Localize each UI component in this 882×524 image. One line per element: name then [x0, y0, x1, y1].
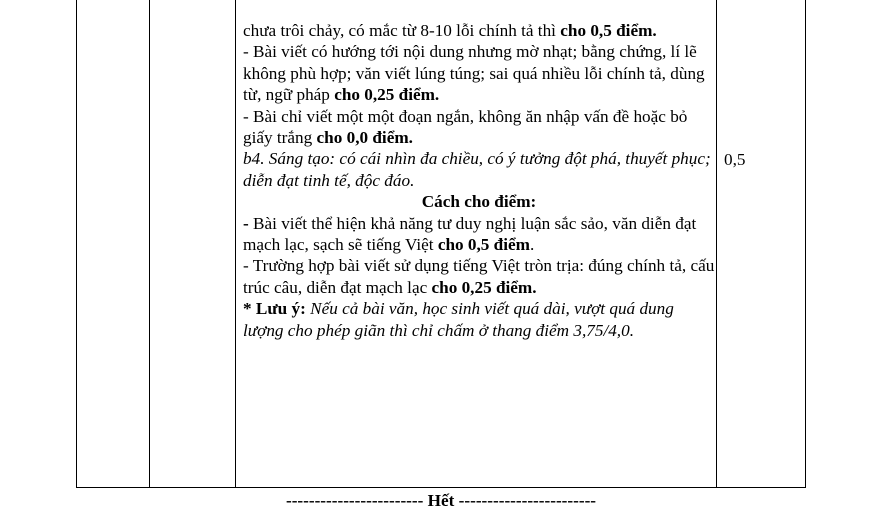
scoring-heading: Cách cho điểm:: [421, 192, 537, 212]
criteria-paragraph: - Bài chỉ viết một một đoạn ngắn, không ăn nhập vấn đề hoặc bỏ giấy trắng cho 0,0 điểm.: [243, 106, 688, 148]
score-value: 0,5: [724, 150, 746, 169]
table-column-divider: [716, 0, 717, 488]
criteria-cell: [243, 20, 715, 341]
criterion-b4: b4. Sáng tạo: có cái nhìn đa chiều, có ý tưởng đột phá, thuyết phục; diễn đạt tinh tế, độc đáo.: [243, 149, 711, 190]
table-border-bottom: [76, 487, 806, 488]
table-column-divider: [149, 0, 150, 488]
table-border-right: [805, 0, 806, 488]
criteria-paragraph: - Bài viết thể hiện khả năng tư duy nghị luận sắc sảo, văn diễn đạt mạch lạc, sạch sẽ tiếng Việt cho 0,5 điểm.: [243, 213, 697, 255]
table-border-left: [76, 0, 77, 488]
criteria-paragraph: - Trường hợp bài viết sử dụng tiếng Việt tròn trịa: đúng chính tả, cấu trúc câu, diễn đạt mạch lạc cho 0,25 điểm.: [243, 256, 715, 297]
criteria-paragraph: chưa trôi chảy, có mắc từ 8-10 lỗi chính tả thì cho 0,5 điểm.: [243, 21, 657, 40]
note-paragraph: * Lưu ý: Nếu cả bài văn, học sinh viết quá dài, vượt quá dung lượng cho phép giãn thì chỉ chấm ở thang điểm 3,75/4,0.: [243, 299, 674, 340]
table-column-divider: [235, 0, 236, 488]
document-end-marker: ------------------------ Hết ------------------------: [285, 491, 597, 510]
criteria-paragraph: - Bài viết có hướng tới nội dung nhưng mờ nhạt; bằng chứng, lí lẽ không phù hợp; văn viết lúng túng; sai quá nhiều lỗi chính tả, dùng từ, ngữ pháp cho 0,25 điểm.: [243, 42, 705, 105]
